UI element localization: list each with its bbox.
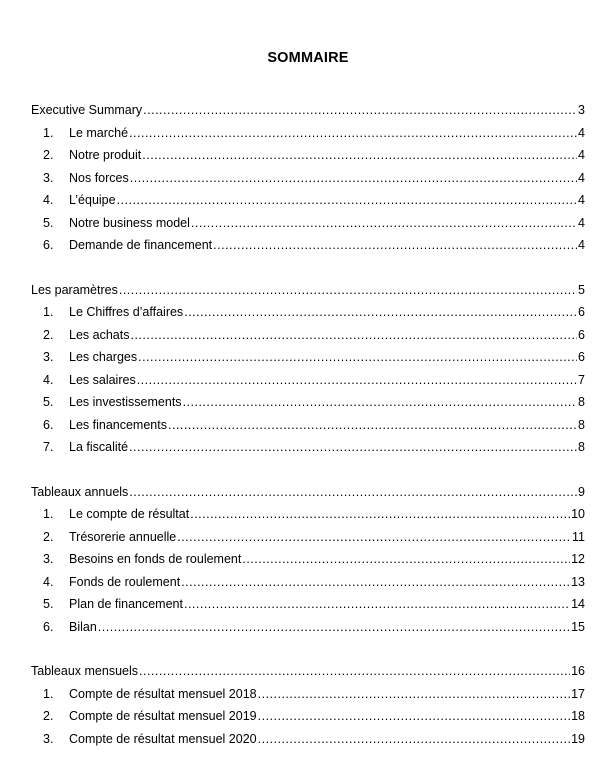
toc-entry-label: Besoins en fonds de roulement <box>69 552 242 566</box>
toc-entry-label: Compte de résultat mensuel 2018 <box>69 686 257 701</box>
toc-entry[interactable] <box>31 373 585 396</box>
toc-entry-number: 1. <box>43 125 54 140</box>
toc-entry-page: 10 <box>571 507 585 521</box>
dot-leader <box>184 305 577 319</box>
dot-leader <box>117 193 577 207</box>
toc-entry-number: 3. <box>43 350 54 364</box>
toc-section-tableaux-mensuels <box>31 664 585 754</box>
dot-leader <box>142 148 577 162</box>
toc-entry-label: Les charges <box>69 350 138 364</box>
toc-entry-page: 5 <box>578 282 585 297</box>
toc-entry-page: 4 <box>578 238 585 252</box>
toc-entry[interactable] <box>31 238 585 261</box>
toc-entry-label: Notre produit <box>69 148 142 162</box>
dot-leader <box>191 216 577 230</box>
toc-entry[interactable] <box>31 440 585 463</box>
toc-entry[interactable] <box>31 193 585 216</box>
toc-entry-label: Compte de résultat mensuel 2020 <box>69 731 257 746</box>
dot-leader <box>130 171 577 185</box>
toc-entry-label: Les investissements <box>69 395 182 409</box>
toc-entry-page: 15 <box>571 619 585 634</box>
toc-entry-page: 4 <box>578 193 585 207</box>
toc-entry-number: 1. <box>43 507 54 521</box>
toc-entry-page: 4 <box>578 215 585 230</box>
dot-leader <box>143 103 577 117</box>
toc-entry[interactable] <box>31 732 585 755</box>
dot-leader <box>213 238 577 252</box>
toc-entry-label: Les achats <box>69 327 130 342</box>
toc-entry-page: 17 <box>571 686 585 701</box>
dot-leader <box>139 664 570 678</box>
toc-entry-number: 4. <box>43 574 54 589</box>
dot-leader <box>258 709 570 723</box>
toc-entry-section[interactable] <box>31 485 585 508</box>
toc-entry-page: 18 <box>571 709 585 723</box>
toc-entry-section[interactable] <box>31 283 585 306</box>
toc-entry[interactable] <box>31 216 585 239</box>
toc-entry[interactable] <box>31 305 585 328</box>
dot-leader <box>98 620 570 634</box>
toc-entry[interactable] <box>31 620 585 643</box>
toc-entry-label: Executive Summary <box>31 103 143 117</box>
toc-entry-label: Trésorerie annuelle <box>69 529 177 544</box>
dot-leader <box>129 485 577 499</box>
toc-entry-number: 6. <box>43 238 54 252</box>
dot-leader <box>177 530 571 544</box>
toc-entry-page: 6 <box>578 305 585 319</box>
toc-entry-page: 9 <box>578 484 585 499</box>
toc-entry-page: 19 <box>571 731 585 746</box>
toc-entry-label: Le Chiffres d’affaires <box>69 305 184 319</box>
toc-entry-section[interactable] <box>31 664 585 687</box>
toc-entry[interactable] <box>31 552 585 575</box>
toc-entry-page: 8 <box>578 395 585 409</box>
dot-leader <box>137 373 577 387</box>
table-of-contents <box>31 103 585 776</box>
dot-leader <box>129 440 577 454</box>
toc-entry-number: 4. <box>43 372 54 387</box>
toc-entry-label: Les salaires <box>69 372 136 387</box>
dot-leader <box>138 350 577 364</box>
toc-entry-number: 1. <box>43 686 54 701</box>
dot-leader <box>181 575 570 589</box>
toc-entry-page: 16 <box>571 664 585 678</box>
toc-entry-number: 7. <box>43 440 54 454</box>
toc-entry-number: 5. <box>43 395 54 409</box>
toc-section-executive-summary <box>31 103 585 261</box>
toc-entry-label: Nos forces <box>69 170 129 185</box>
toc-entry[interactable] <box>31 148 585 171</box>
dot-leader <box>119 283 577 297</box>
toc-entry[interactable] <box>31 575 585 598</box>
toc-entry-page: 7 <box>578 372 585 387</box>
toc-entry-page: 13 <box>571 574 585 589</box>
toc-entry-label: Les financements <box>69 417 167 432</box>
dot-leader <box>168 418 577 432</box>
toc-entry-label: La fiscalité <box>69 440 129 454</box>
toc-entry-label: Demande de financement <box>69 238 213 252</box>
toc-entry-number: 3. <box>43 731 54 746</box>
dot-leader <box>129 126 577 140</box>
toc-entry-label: Fonds de roulement <box>69 574 181 589</box>
toc-entry-page: 4 <box>578 148 585 162</box>
toc-entry[interactable] <box>31 126 585 149</box>
toc-entry[interactable] <box>31 328 585 351</box>
toc-entry-number: 5. <box>43 597 54 611</box>
toc-entry-page: 3 <box>578 103 585 117</box>
dot-leader <box>190 507 570 521</box>
toc-entry-number: 4. <box>43 193 54 207</box>
toc-entry-label: Compte de résultat mensuel 2019 <box>69 709 257 723</box>
toc-entry-section[interactable] <box>31 103 585 126</box>
toc-entry-page: 8 <box>578 417 585 432</box>
toc-entry-number: 2. <box>43 709 54 723</box>
toc-entry-page: 6 <box>578 327 585 342</box>
toc-entry-number: 2. <box>43 529 54 544</box>
dot-leader <box>183 395 577 409</box>
toc-entry-label: Les paramètres <box>31 282 118 297</box>
toc-entry-number: 1. <box>43 305 54 319</box>
toc-section-tableaux-annuels <box>31 485 585 643</box>
toc-entry-number: 3. <box>43 552 54 566</box>
toc-entry-label: Notre business model <box>69 215 190 230</box>
toc-entry[interactable] <box>31 597 585 620</box>
toc-entry-page: 12 <box>571 552 585 566</box>
toc-entry-number: 5. <box>43 215 54 230</box>
toc-section-parametres <box>31 283 585 463</box>
dot-leader <box>258 732 570 746</box>
dot-leader <box>242 552 570 566</box>
toc-entry[interactable] <box>31 418 585 441</box>
toc-entry-label: L’équipe <box>69 193 116 207</box>
toc-entry-page: 11 <box>572 529 585 544</box>
toc-entry-label: Bilan <box>69 619 97 634</box>
toc-entry-number: 6. <box>43 417 54 432</box>
toc-entry-page: 6 <box>578 350 585 364</box>
toc-entry-number: 6. <box>43 619 54 634</box>
toc-entry[interactable] <box>31 530 585 553</box>
toc-entry-number: 3. <box>43 170 54 185</box>
toc-entry[interactable] <box>31 709 585 732</box>
toc-entry[interactable] <box>31 687 585 710</box>
toc-entry-label: Tableaux mensuels <box>31 664 139 678</box>
toc-entry-label: Le marché <box>69 125 129 140</box>
toc-entry-page: 4 <box>578 125 585 140</box>
toc-entry-label: Le compte de résultat <box>69 507 190 521</box>
toc-entry-page: 14 <box>571 597 585 611</box>
toc-entry-number: 2. <box>43 148 54 162</box>
page-title: SOMMAIRE <box>267 50 349 66</box>
toc-entry-number: 2. <box>43 327 54 342</box>
dot-leader <box>184 597 570 611</box>
toc-entry-label: Tableaux annuels <box>31 484 129 499</box>
toc-entry[interactable] <box>31 350 585 373</box>
dot-leader <box>130 328 577 342</box>
toc-entry[interactable] <box>31 395 585 418</box>
toc-entry[interactable] <box>31 171 585 194</box>
toc-entry[interactable] <box>31 507 585 530</box>
toc-entry-page: 8 <box>578 440 585 454</box>
toc-entry-page: 4 <box>578 170 585 185</box>
toc-entry-label: Plan de financement <box>69 597 183 611</box>
dot-leader <box>258 687 570 701</box>
